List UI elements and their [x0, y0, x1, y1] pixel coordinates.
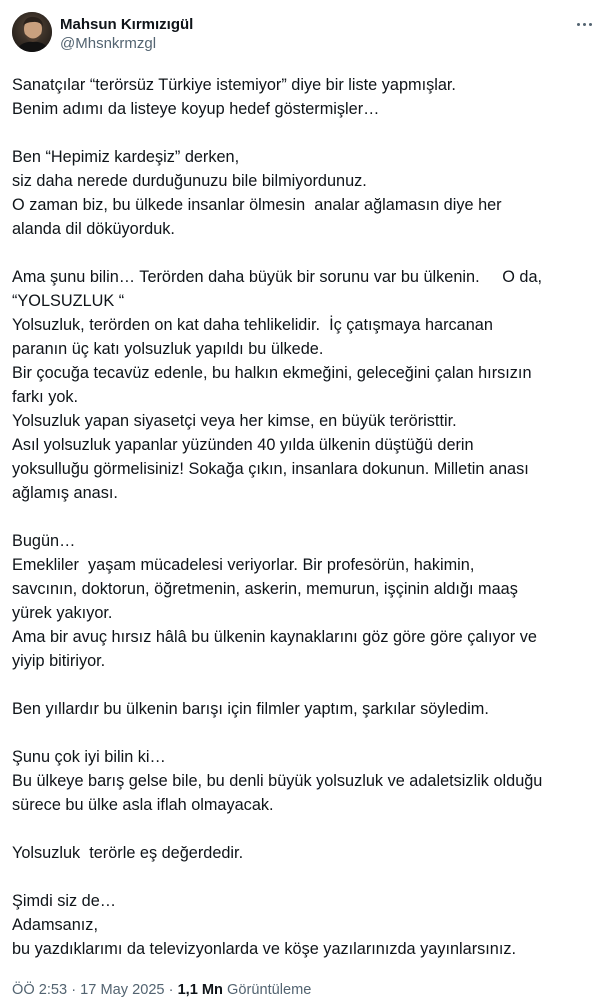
- tweet-text-line: siz daha nerede durduğunuzu bile bilmiyordunuz.: [12, 172, 367, 190]
- tweet-timestamp[interactable]: [12, 982, 165, 998]
- tweet-text-line: Yolsuzluk terörle eş değerdedir.: [12, 844, 244, 862]
- tweet-text-line: Sanatçılar “terörsüz Türkiye istemiyor” diye bir liste yapmışlar.: [12, 76, 456, 94]
- blank-line: [12, 505, 598, 529]
- tweet-text-line: Ben “Hepimiz kardeşiz” derken,: [12, 148, 240, 166]
- author-names: [60, 12, 193, 54]
- views-label: Görüntüleme: [227, 982, 312, 998]
- tweet-text-line: Ama bir avuç hırsız hâlâ bu ülkenin kaynaklarını göz göre göre çalıyor ve: [12, 628, 537, 646]
- tweet-text-line: savcının, doktorun, öğretmenin, askerin, memurun, işçinin aldığı maaş: [12, 580, 518, 598]
- more-horizontal-icon: [577, 23, 580, 26]
- meta-separator: ·: [168, 982, 174, 998]
- tweet-text-line: Bir çocuğa tecavüz edenle, bu halkın ekmeğini, geleceğini çalan hırsızın: [12, 364, 532, 382]
- blank-line: [12, 817, 598, 841]
- tweet-metadata: [12, 980, 598, 1000]
- tweet-text-line: yiyip bitiriyor.: [12, 652, 106, 670]
- avatar[interactable]: [12, 12, 52, 52]
- tweet-text-line: Bugün…: [12, 532, 76, 550]
- tweet-text-line: Emekliler yaşam mücadelesi veriyorlar. Bir profesörün, hakimin,: [12, 556, 475, 574]
- tweet-text-line: alanda dil döküyorduk.: [12, 220, 175, 238]
- tweet-text-line: paranın üç katı yolsuzluk yapıldı bu ülkede.: [12, 340, 324, 358]
- tweet-text-line: ağlamış anası.: [12, 484, 118, 502]
- tweet-text-line: Yolsuzluk yapan siyasetçi veya her kimse, en büyük teröristtir.: [12, 412, 457, 430]
- tweet-text-line: Bu ülkeye barış gelse bile, bu denli büyük yolsuzluk ve adaletsizlik olduğu: [12, 772, 543, 790]
- views-count: 1,1 Mn: [177, 982, 223, 998]
- more-horizontal-icon: [589, 23, 592, 26]
- meta-separator: ·: [71, 982, 77, 998]
- tweet-text: [12, 73, 598, 961]
- tweet-text-line: sürece bu ülke asla iflah olmayacak.: [12, 796, 274, 814]
- tweet-text-line: bu yazdıklarımı da televizyonlarda ve köşe yazılarınızda yayınlarsınız.: [12, 940, 517, 958]
- tweet-text-line: farkı yok.: [12, 388, 79, 406]
- author-display-name[interactable]: Mahsun Kırmızıgül: [60, 16, 194, 33]
- blank-line: [12, 121, 598, 145]
- blank-line: [12, 241, 598, 265]
- avatar-image: [12, 12, 52, 52]
- tweet-text-line: Adamsanız,: [12, 916, 98, 934]
- tweet-time: ÖÖ 2:53: [12, 982, 68, 998]
- blank-line: [12, 721, 598, 745]
- tweet-date: 17 May 2025: [80, 982, 165, 998]
- tweet-text-line: yoksulluğu görmelisiniz! Sokağa çıkın, insanlara dokunun. Milletin anası: [12, 460, 529, 478]
- tweet-text-line: “YOLSUZLUK “: [12, 292, 125, 310]
- tweet-text-line: Asıl yolsuzluk yapanlar yüzünden 40 yılda ülkenin düştüğü derin: [12, 436, 474, 454]
- tweet-text-line: Benim adımı da listeye koyup hedef göstermişler…: [12, 100, 380, 118]
- more-horizontal-icon: [583, 23, 586, 26]
- tweet-text-line: Şimdi siz de…: [12, 892, 117, 910]
- blank-line: [12, 865, 598, 889]
- tweet-header: [12, 12, 598, 60]
- tweet-text-line: Yolsuzluk, terörden on kat daha tehlikelidir. İç çatışmaya harcanan: [12, 316, 493, 334]
- tweet-text-line: Ben yıllardır bu ülkenin barışı için filmler yaptım, şarkılar söyledim.: [12, 700, 489, 718]
- tweet-text-line: O zaman biz, bu ülkede insanlar ölmesin analar ağlamasın diye her: [12, 196, 502, 214]
- author-handle[interactable]: @Mhsnkrmzgl: [60, 35, 157, 52]
- tweet-text-line: Ama şunu bilin… Terörden daha büyük bir sorunu var bu ülkenin. O da,: [12, 268, 543, 286]
- more-options-button[interactable]: [572, 14, 596, 34]
- tweet-text-line: Şunu çok iyi bilin ki…: [12, 748, 166, 766]
- tweet-text-line: yürek yakıyor.: [12, 604, 113, 622]
- blank-line: [12, 673, 598, 697]
